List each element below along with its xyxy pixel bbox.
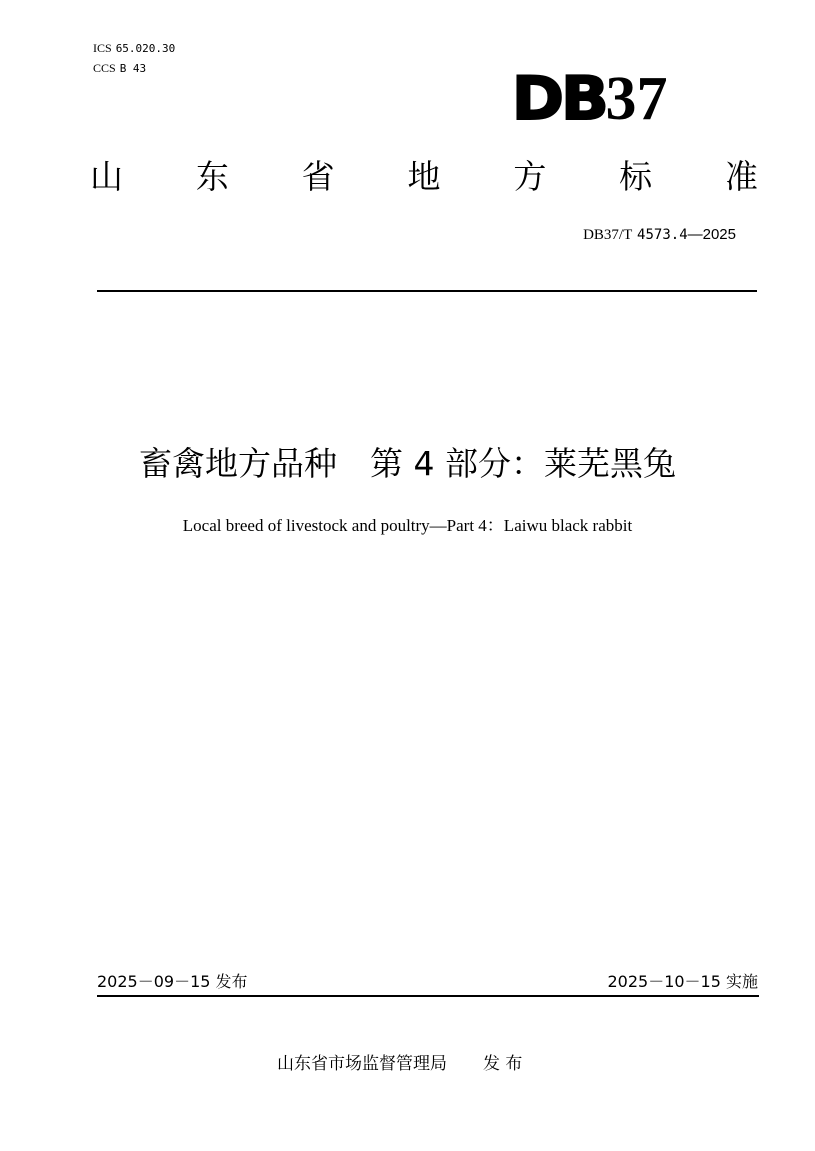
db37-logo	[511, 64, 668, 134]
document-title-en: Local breed of livestock and poultry—Part 4：Laiwu black rabbit	[182, 516, 633, 535]
footer-divider	[97, 995, 759, 997]
ccs-code	[93, 61, 146, 76]
implement-date: 2025－10－15 实施	[607, 972, 758, 991]
db-logo-number: 37	[605, 65, 668, 133]
standard-type-char: 标	[619, 157, 653, 196]
standard-type-char: 方	[513, 157, 547, 196]
ics-value: 65.020.30	[115, 42, 176, 55]
publish-date: 2025－09－15 发布	[97, 972, 248, 991]
standard-number	[583, 224, 736, 245]
document-title-cn: 畜禽地方品种 第 4 部分：莱芜黑兔	[139, 444, 676, 483]
issuer-name: 山东省市场监督管理局	[277, 1054, 447, 1074]
standard-type-char: 山	[90, 157, 123, 196]
ics-label: ICS	[93, 41, 112, 55]
standard-type-char: 东	[195, 157, 229, 196]
ics-code	[93, 41, 175, 56]
header-divider	[97, 290, 757, 292]
ccs-label: CCS	[93, 61, 116, 75]
standard-number-prefix: DB37/T	[583, 227, 633, 243]
standard-type-char: 地	[407, 157, 441, 196]
issuer-verb: 发 布	[483, 1054, 523, 1074]
issuing-authority	[277, 1052, 522, 1076]
standard-type-char: 省	[301, 157, 335, 196]
standard-number-value: 4573.4	[637, 227, 688, 243]
ccs-value: B 43	[119, 62, 147, 75]
standard-type-char: 准	[724, 157, 758, 196]
standard-number-year: —2025	[687, 226, 736, 243]
db-logo-letters: DB	[511, 64, 606, 134]
standard-type-heading	[90, 155, 758, 199]
